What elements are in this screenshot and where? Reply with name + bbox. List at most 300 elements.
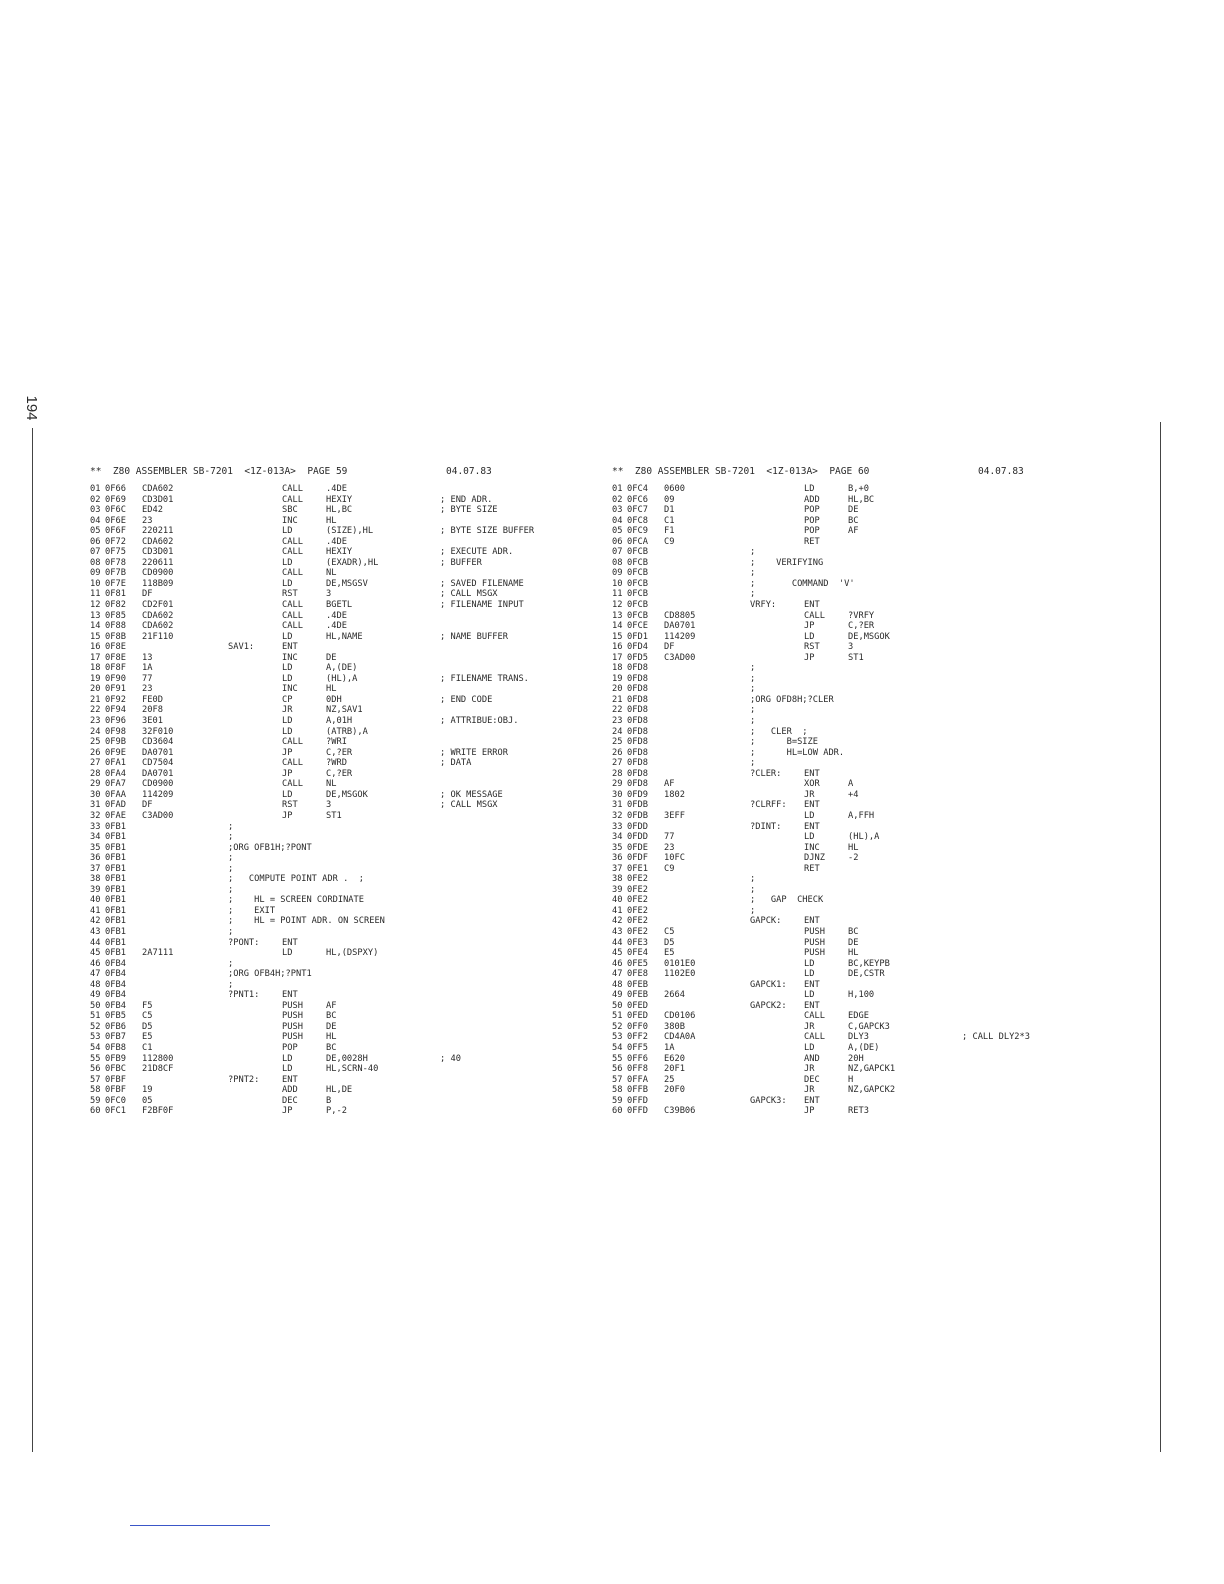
- mnemonic: LD: [804, 1042, 815, 1053]
- line-number: 01: [90, 484, 101, 494]
- listing-line: [612, 674, 1172, 685]
- label: ;: [750, 705, 756, 716]
- address: 0F8E: [105, 642, 126, 653]
- comment: ; NAME BUFFER: [440, 631, 508, 642]
- listing-line: [90, 853, 650, 864]
- mnemonic: LD: [282, 631, 293, 642]
- mnemonic: INC: [282, 684, 298, 695]
- address: 0FB4: [105, 990, 126, 1001]
- listing-header: [90, 466, 650, 484]
- object-code: C9: [664, 536, 675, 547]
- address: 0FD1: [627, 631, 648, 642]
- line-number: 43: [612, 926, 623, 937]
- object-code: DA0701: [142, 747, 174, 758]
- address: 0FE8: [627, 969, 648, 980]
- mnemonic: PUSH: [282, 1032, 303, 1043]
- label: ;: [228, 821, 234, 832]
- line-number: 07: [90, 547, 101, 558]
- line-number: 60: [90, 1106, 101, 1117]
- address: 0FC7: [627, 505, 648, 516]
- mnemonic: CALL: [282, 568, 303, 579]
- address: 0FB1: [105, 905, 126, 916]
- mnemonic: CALL: [804, 610, 825, 621]
- comment: ; END CODE: [440, 694, 493, 705]
- operand: BGETL: [326, 600, 353, 611]
- line-number: 57: [612, 1074, 623, 1085]
- listing-body: [90, 484, 650, 1117]
- address: 0FED: [627, 1000, 648, 1011]
- comment: ; FILENAME INPUT: [440, 600, 524, 611]
- listing-line: [90, 505, 650, 516]
- mnemonic: ADD: [282, 1085, 298, 1096]
- mnemonic: ENT: [282, 937, 298, 948]
- address: 0FA4: [105, 768, 126, 779]
- mnemonic: DEC: [282, 1095, 298, 1106]
- listing-line: [612, 727, 1172, 738]
- address: 0FB4: [105, 1000, 126, 1011]
- listing-line: [90, 1032, 650, 1043]
- address: 0F6F: [105, 526, 126, 537]
- address: 0FCA: [627, 536, 648, 547]
- line-number: 04: [90, 515, 101, 526]
- left-margin-rule: [32, 428, 33, 1452]
- mnemonic: LD: [804, 969, 815, 980]
- operand: B,+0: [848, 484, 869, 494]
- line-number: 51: [612, 1011, 623, 1022]
- listing-panel-page-59: [90, 466, 650, 1117]
- operand: AF: [326, 1000, 337, 1011]
- line-number: 51: [90, 1011, 101, 1022]
- listing-line: [90, 600, 650, 611]
- operand: HL: [326, 684, 337, 695]
- line-number: 11: [90, 589, 101, 600]
- address: 0FFD: [627, 1106, 648, 1117]
- label: ;: [750, 589, 756, 600]
- object-code: FE0D: [142, 694, 163, 705]
- listing-line: [90, 874, 650, 885]
- object-code: 23: [664, 842, 675, 853]
- line-number: 27: [90, 758, 101, 769]
- label: GAPCK:: [750, 916, 782, 927]
- address: 0FAD: [105, 800, 126, 811]
- object-code: 21D8CF: [142, 1064, 174, 1075]
- label: ;ORG OFD8H;?CLER: [750, 694, 834, 705]
- label: ;: [228, 926, 234, 937]
- object-code: 77: [664, 832, 675, 843]
- line-number: 16: [90, 642, 101, 653]
- label: ; VERIFYING: [750, 557, 824, 568]
- line-number: 13: [612, 610, 623, 621]
- listing-line: [90, 1064, 650, 1075]
- listing-line: [90, 1075, 650, 1086]
- listing-line: [90, 526, 650, 537]
- object-code: 10FC: [664, 853, 685, 864]
- line-number: 55: [90, 1053, 101, 1064]
- listing-line: [90, 885, 650, 896]
- address: 0FC9: [627, 526, 648, 537]
- line-number: 20: [612, 684, 623, 695]
- mnemonic: LD: [804, 958, 815, 969]
- operand: ST1: [326, 810, 342, 821]
- listing-line: [612, 1032, 1172, 1043]
- line-number: 38: [90, 874, 101, 885]
- object-code: 114209: [664, 631, 696, 642]
- object-code: 23: [142, 684, 153, 695]
- mnemonic: JP: [282, 1106, 293, 1117]
- mnemonic: JP: [804, 621, 815, 632]
- listing-line: [90, 906, 650, 917]
- address: 0F7E: [105, 578, 126, 589]
- object-code: CD8805: [664, 610, 696, 621]
- address: 0FFA: [627, 1074, 648, 1085]
- object-code: 1A: [664, 1042, 675, 1053]
- object-code: CDA602: [142, 484, 174, 494]
- operand: ?WRI: [326, 737, 347, 748]
- comment: ; CALL DLY2*3: [962, 1032, 1030, 1043]
- line-number: 27: [612, 758, 623, 769]
- mnemonic: ENT: [804, 979, 820, 990]
- label: ; GAP CHECK: [750, 895, 824, 906]
- address: 0FF0: [627, 1021, 648, 1032]
- line-number: 54: [612, 1042, 623, 1053]
- address: 0FB4: [105, 958, 126, 969]
- object-code: CD3D01: [142, 547, 174, 558]
- label: ;: [228, 979, 234, 990]
- address: 0FDD: [627, 821, 648, 832]
- listing-line: [90, 684, 650, 695]
- line-number: 10: [612, 578, 623, 589]
- listing-line: [612, 589, 1172, 600]
- address: 0FEB: [627, 990, 648, 1001]
- address: 0FDB: [627, 800, 648, 811]
- listing-line: [90, 674, 650, 685]
- operand: BC: [848, 515, 859, 526]
- operand: ?WRD: [326, 758, 347, 769]
- line-number: 50: [612, 1000, 623, 1011]
- address: 0FC1: [105, 1106, 126, 1117]
- comment: ; BYTE SIZE BUFFER: [440, 526, 535, 537]
- listing-line: [90, 1011, 650, 1022]
- listing-line: [90, 927, 650, 938]
- line-number: 30: [612, 789, 623, 800]
- line-number: 60: [612, 1106, 623, 1117]
- label: ?CLRFF:: [750, 800, 787, 811]
- mnemonic: PUSH: [282, 1011, 303, 1022]
- object-code: 25: [664, 1074, 675, 1085]
- line-number: 54: [90, 1042, 101, 1053]
- listing-line: [612, 663, 1172, 674]
- mnemonic: JP: [804, 1106, 815, 1117]
- label: ;ORG OFB1H;?PONT: [228, 842, 312, 853]
- address: 0FD8: [627, 737, 648, 748]
- operand: DE: [326, 652, 337, 663]
- operand: NZ,GAPCK1: [848, 1064, 896, 1075]
- line-number: 10: [90, 578, 101, 589]
- address: 0F72: [105, 536, 126, 547]
- object-code: CD7504: [142, 758, 174, 769]
- operand: HL,BC: [326, 505, 353, 516]
- line-number: 33: [612, 821, 623, 832]
- listing-line: [612, 906, 1172, 917]
- listing-line: [612, 980, 1172, 991]
- object-code: ED42: [142, 505, 163, 516]
- listing-line: [90, 1001, 650, 1012]
- label: ; B=SIZE: [750, 737, 818, 748]
- line-number: 14: [612, 621, 623, 632]
- object-code: C1: [142, 1042, 153, 1053]
- object-code: 112800: [142, 1053, 174, 1064]
- comment: ; EXECUTE ADR.: [440, 547, 514, 558]
- comment: ; CALL MSGX: [440, 800, 498, 811]
- object-code: D5: [142, 1021, 153, 1032]
- operand: NZ,SAV1: [326, 705, 363, 716]
- operand: BC: [848, 926, 859, 937]
- operand: 3: [326, 800, 332, 811]
- address: 0F98: [105, 726, 126, 737]
- mnemonic: CALL: [804, 1032, 825, 1043]
- operand: DE,MSGSV: [326, 578, 368, 589]
- address: 0F9E: [105, 747, 126, 758]
- address: 0FC0: [105, 1095, 126, 1106]
- address: 0FD8: [627, 705, 648, 716]
- address: 0FB1: [105, 884, 126, 895]
- line-number: 04: [612, 515, 623, 526]
- mnemonic: CALL: [282, 621, 303, 632]
- label: ?DINT:: [750, 821, 782, 832]
- line-number: 18: [90, 663, 101, 674]
- object-code: 220611: [142, 557, 174, 568]
- listing-line: [612, 695, 1172, 706]
- address: 0FE2: [627, 916, 648, 927]
- listing-line: [612, 558, 1172, 569]
- listing-date: 04.07.83: [978, 466, 1024, 477]
- mnemonic: CALL: [282, 758, 303, 769]
- address: 0FD9: [627, 789, 648, 800]
- listing-line: [90, 568, 650, 579]
- listing-line: [612, 653, 1172, 664]
- address: 0FE2: [627, 874, 648, 885]
- address: 0FE2: [627, 926, 648, 937]
- listing-line: [612, 716, 1172, 727]
- line-number: 42: [90, 916, 101, 927]
- address: 0F85: [105, 610, 126, 621]
- label: GAPCK1:: [750, 979, 787, 990]
- label: ; HL=LOW ADR.: [750, 747, 845, 758]
- line-number: 48: [90, 979, 101, 990]
- line-number: 52: [612, 1021, 623, 1032]
- listing-line: [90, 748, 650, 759]
- address: 0FB1: [105, 916, 126, 927]
- line-number: 09: [90, 568, 101, 579]
- listing-line: [612, 800, 1172, 811]
- mnemonic: JR: [804, 1021, 815, 1032]
- address: 0F8B: [105, 631, 126, 642]
- mnemonic: PUSH: [804, 948, 825, 959]
- mnemonic: CALL: [804, 1011, 825, 1022]
- listing-line: [612, 1022, 1172, 1033]
- object-code: DF: [142, 589, 153, 600]
- mnemonic: CP: [282, 694, 293, 705]
- operand: HEXIY: [326, 494, 353, 505]
- operand: HL: [326, 1032, 337, 1043]
- object-code: CD0900: [142, 779, 174, 790]
- listing-line: [90, 579, 650, 590]
- address: 0FB1: [105, 937, 126, 948]
- address: 0F96: [105, 716, 126, 727]
- label: GAPCK3:: [750, 1095, 787, 1106]
- operand: A,01H: [326, 716, 353, 727]
- object-code: CD0106: [664, 1011, 696, 1022]
- listing-line: [90, 990, 650, 1001]
- listing-line: [90, 811, 650, 822]
- address: 0FD8: [627, 673, 648, 684]
- listing-line: [90, 642, 650, 653]
- listing-line: [612, 1064, 1172, 1075]
- address: 0F7B: [105, 568, 126, 579]
- listing-line: [612, 737, 1172, 748]
- label: ;: [750, 547, 756, 558]
- line-number: 44: [612, 937, 623, 948]
- line-number: 29: [90, 779, 101, 790]
- line-number: 21: [612, 694, 623, 705]
- listing-line: [90, 980, 650, 991]
- line-number: 56: [612, 1064, 623, 1075]
- line-number: 49: [90, 990, 101, 1001]
- line-number: 52: [90, 1021, 101, 1032]
- label: ;: [228, 884, 234, 895]
- listing-panel-page-60: [612, 466, 1172, 1117]
- mnemonic: DEC: [804, 1074, 820, 1085]
- line-number: 38: [612, 874, 623, 885]
- mnemonic: LD: [282, 673, 293, 684]
- address: 0FB6: [105, 1021, 126, 1032]
- listing-line: [612, 611, 1172, 622]
- address: 0FB1: [105, 863, 126, 874]
- line-number: 40: [90, 895, 101, 906]
- operand: -2: [848, 853, 859, 864]
- mnemonic: DJNZ: [804, 853, 825, 864]
- object-code: DA0701: [664, 621, 696, 632]
- listing-line: [90, 484, 650, 495]
- listing-line: [612, 864, 1172, 875]
- listing-line: [612, 948, 1172, 959]
- line-number: 36: [90, 853, 101, 864]
- line-number: 03: [612, 505, 623, 516]
- label: ;: [228, 958, 234, 969]
- object-code: C5: [664, 926, 675, 937]
- line-number: 41: [90, 905, 101, 916]
- mnemonic: RST: [282, 800, 298, 811]
- address: 0FB1: [105, 926, 126, 937]
- comment: ; DATA: [440, 758, 472, 769]
- address: 0FAA: [105, 789, 126, 800]
- line-number: 33: [90, 821, 101, 832]
- line-number: 17: [612, 652, 623, 663]
- address: 0F92: [105, 694, 126, 705]
- listing-title: ** Z80 ASSEMBLER SB-7201 <1Z-013A> PAGE 60: [612, 466, 870, 477]
- line-number: 02: [612, 494, 623, 505]
- listing-line: [612, 642, 1172, 653]
- listing-title: ** Z80 ASSEMBLER SB-7201 <1Z-013A> PAGE 59: [90, 466, 348, 477]
- listing-line: [612, 600, 1172, 611]
- line-number: 09: [612, 568, 623, 579]
- address: 0FE2: [627, 895, 648, 906]
- mnemonic: ENT: [804, 1095, 820, 1106]
- line-number: 12: [90, 600, 101, 611]
- mnemonic: PUSH: [804, 937, 825, 948]
- line-number: 37: [612, 863, 623, 874]
- mnemonic: ENT: [804, 600, 820, 611]
- line-number: 28: [612, 768, 623, 779]
- line-number: 44: [90, 937, 101, 948]
- object-code: 3EFF: [664, 810, 685, 821]
- mnemonic: CALL: [282, 484, 303, 494]
- listing-line: [90, 537, 650, 548]
- listing-line: [612, 969, 1172, 980]
- listing-line: [90, 822, 650, 833]
- mnemonic: JR: [282, 705, 293, 716]
- mnemonic: JP: [282, 768, 293, 779]
- listing-line: [612, 505, 1172, 516]
- operand: (HL),A: [326, 673, 358, 684]
- listing-line: [612, 1001, 1172, 1012]
- label: ;: [750, 874, 756, 885]
- listing-line: [90, 1043, 650, 1054]
- operand: HEXIY: [326, 547, 353, 558]
- line-number: 03: [90, 505, 101, 516]
- listing-line: [612, 790, 1172, 801]
- label: ;: [750, 568, 756, 579]
- mnemonic: LD: [282, 948, 293, 959]
- listing-line: [612, 779, 1172, 790]
- line-number: 59: [90, 1095, 101, 1106]
- line-number: 05: [612, 526, 623, 537]
- object-code: F5: [142, 1000, 153, 1011]
- line-number: 31: [90, 800, 101, 811]
- object-code: CD3D01: [142, 494, 174, 505]
- operand: A,(DE): [326, 663, 358, 674]
- address: 0F81: [105, 589, 126, 600]
- object-code: E5: [142, 1032, 153, 1043]
- object-code: 21F110: [142, 631, 174, 642]
- listing-line: [90, 969, 650, 980]
- mnemonic: LD: [282, 1064, 293, 1075]
- mnemonic: JR: [804, 1064, 815, 1075]
- address: 0FA1: [105, 758, 126, 769]
- address: 0FE1: [627, 863, 648, 874]
- listing-line: [90, 948, 650, 959]
- line-number: 57: [90, 1074, 101, 1085]
- object-code: CD4A0A: [664, 1032, 696, 1043]
- label: ?CLER:: [750, 768, 782, 779]
- address: 0F88: [105, 621, 126, 632]
- line-number: 25: [90, 737, 101, 748]
- mnemonic: LD: [282, 716, 293, 727]
- mnemonic: POP: [282, 1042, 298, 1053]
- operand: .4DE: [326, 536, 347, 547]
- listing-line: [90, 959, 650, 970]
- label: SAV1:: [228, 642, 255, 653]
- object-code: D5: [664, 937, 675, 948]
- listing-line: [612, 938, 1172, 949]
- operand: A,(DE): [848, 1042, 880, 1053]
- address: 0FCB: [627, 600, 648, 611]
- mnemonic: SBC: [282, 505, 298, 516]
- label: ;: [228, 853, 234, 864]
- address: 0FF8: [627, 1064, 648, 1075]
- mnemonic: LD: [804, 484, 815, 494]
- object-code: 20F0: [664, 1085, 685, 1096]
